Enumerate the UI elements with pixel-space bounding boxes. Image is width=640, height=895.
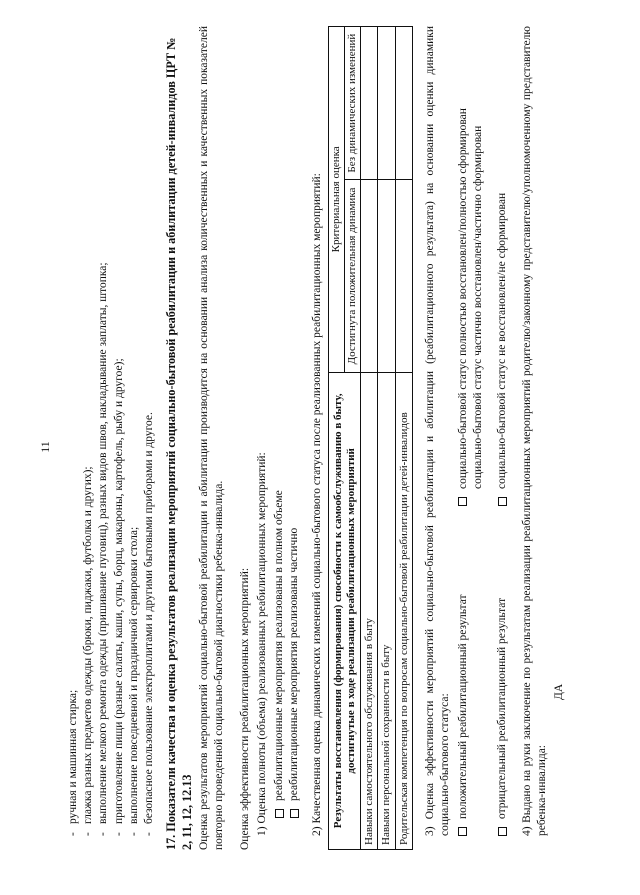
- item-4-text: 4) Выдано на руки заключение по результатам реализации реабилитационных мероприятий родителю/законному представителю/уполномоченному представителю ребенка-инвалида:: [520, 26, 548, 836]
- positive-option: [456, 26, 471, 506]
- list-item: - ручная и машинная стирка;: [66, 26, 81, 836]
- table-row: [360, 27, 378, 850]
- checkbox-icon[interactable]: [275, 809, 284, 818]
- efficiency-label: Оценка эффективности реабилитационных мероприятий:: [238, 567, 251, 850]
- intro-paragraph: Оценка результатов мероприятий социально-бытовой реабилитации и абилитации производится на основании анализа количественных и качественных показателей повторно проведенной социально-бытовой диагностики ребенка-инвалида.: [198, 26, 226, 850]
- checkbox-icon[interactable]: [458, 497, 467, 506]
- list-item: - выполнение повседневной и праздничной сервировки стола;: [127, 26, 142, 836]
- negative-label: отрицательный реабилитационный результат: [496, 597, 509, 819]
- checkbox-icon[interactable]: [458, 827, 467, 836]
- table-row: [378, 27, 396, 850]
- option-label: социально-бытовой статус полностью восстановлен/полностью сформирован: [456, 108, 469, 489]
- page-content: [66, 26, 569, 850]
- option-label: социально-бытовой статус частично восстановлен/частично сформирован: [471, 125, 484, 489]
- item-3-text: 3) Оценка эффективности мероприятий социально-бытовой реабилитации и абилитации (реабилитационного результата) на основании оценки динамики социально-бытового статуса:: [424, 26, 452, 836]
- table-cell[interactable]: [360, 27, 378, 180]
- row-label: Навыки самостоятельного обслуживания в быту: [360, 372, 378, 849]
- table-cell[interactable]: [378, 27, 396, 180]
- household-skills-list: [66, 26, 157, 850]
- document-page: [30, 14, 610, 880]
- results-table: [328, 26, 413, 850]
- item-2-text: 2) Качественная оценка динамических изменений социально-бытового статуса после реализованных реабилитационных мероприятий:: [311, 173, 324, 836]
- option-label: реабилитационные мероприятия реализованы частично: [288, 527, 301, 801]
- positive-outcome: [456, 26, 486, 850]
- table-cell[interactable]: [378, 180, 396, 372]
- table-row: [395, 27, 413, 850]
- section-heading: 17. Показатели качества и оценка результатов реализации мероприятий социально-бытовой реабилитации и абилитации детей-инвалидов ЦРТ № 2, 11, 12, 12.13: [164, 37, 195, 850]
- item-4-answer: ДА: [552, 683, 565, 700]
- table-cell[interactable]: [360, 180, 378, 372]
- checkbox-icon[interactable]: [498, 827, 507, 836]
- table-cell[interactable]: [395, 180, 413, 372]
- row-label: Родительская компетенция по вопросам социально-бытовой реабилитации детей-инвалидов: [395, 372, 413, 849]
- option-label: социально-бытовой статус не восстановлен/не сформирован: [496, 192, 509, 489]
- table-cell[interactable]: [395, 27, 413, 180]
- results-column-header: Результаты восстановления (формирования) способности к самообслуживанию в быту, достигнутые в ходе реализации реабилитационных мероприятий: [329, 372, 360, 849]
- list-item: - приготовление пищи (разные салаты, каши, супы, борщ, макароны, картофель, рыбу и другое);: [112, 26, 127, 836]
- positive-option: [471, 26, 486, 506]
- negative-option: [495, 26, 510, 506]
- page-number: 11: [38, 441, 52, 453]
- row-label: Навыки персональной сохранности в быту: [378, 372, 396, 849]
- positive-label: положительный реабилитационный результат: [456, 594, 469, 819]
- no-change-header: Без динамических изменений: [345, 27, 361, 180]
- item-1-text: 1) Оценка полноты (объема) реализованных реабилитационных мероприятий:: [255, 452, 268, 836]
- option-full: [272, 26, 287, 850]
- checkbox-icon[interactable]: [498, 497, 507, 506]
- list-item: - безопасное пользование электроплитами и другими бытовыми приборами и другое.: [142, 26, 157, 836]
- list-item: - выполнение мелкого ремонта одежды (пришивание пуговиц), разных видов швов, накладывание заплаты, штопка;: [96, 26, 111, 836]
- option-partial: [287, 26, 302, 850]
- option-label: реабилитационные мероприятия реализованы в полном объеме: [272, 490, 285, 801]
- list-item: - глажка разных предметов одежды (брюки, пиджаки, футболка и других);: [81, 26, 96, 836]
- checkbox-icon[interactable]: [290, 809, 299, 818]
- negative-outcome: [495, 26, 510, 850]
- positive-dynamics-header: Достигнута положительная динамика: [345, 180, 361, 372]
- criteria-header: Критериальная оценка: [329, 27, 345, 373]
